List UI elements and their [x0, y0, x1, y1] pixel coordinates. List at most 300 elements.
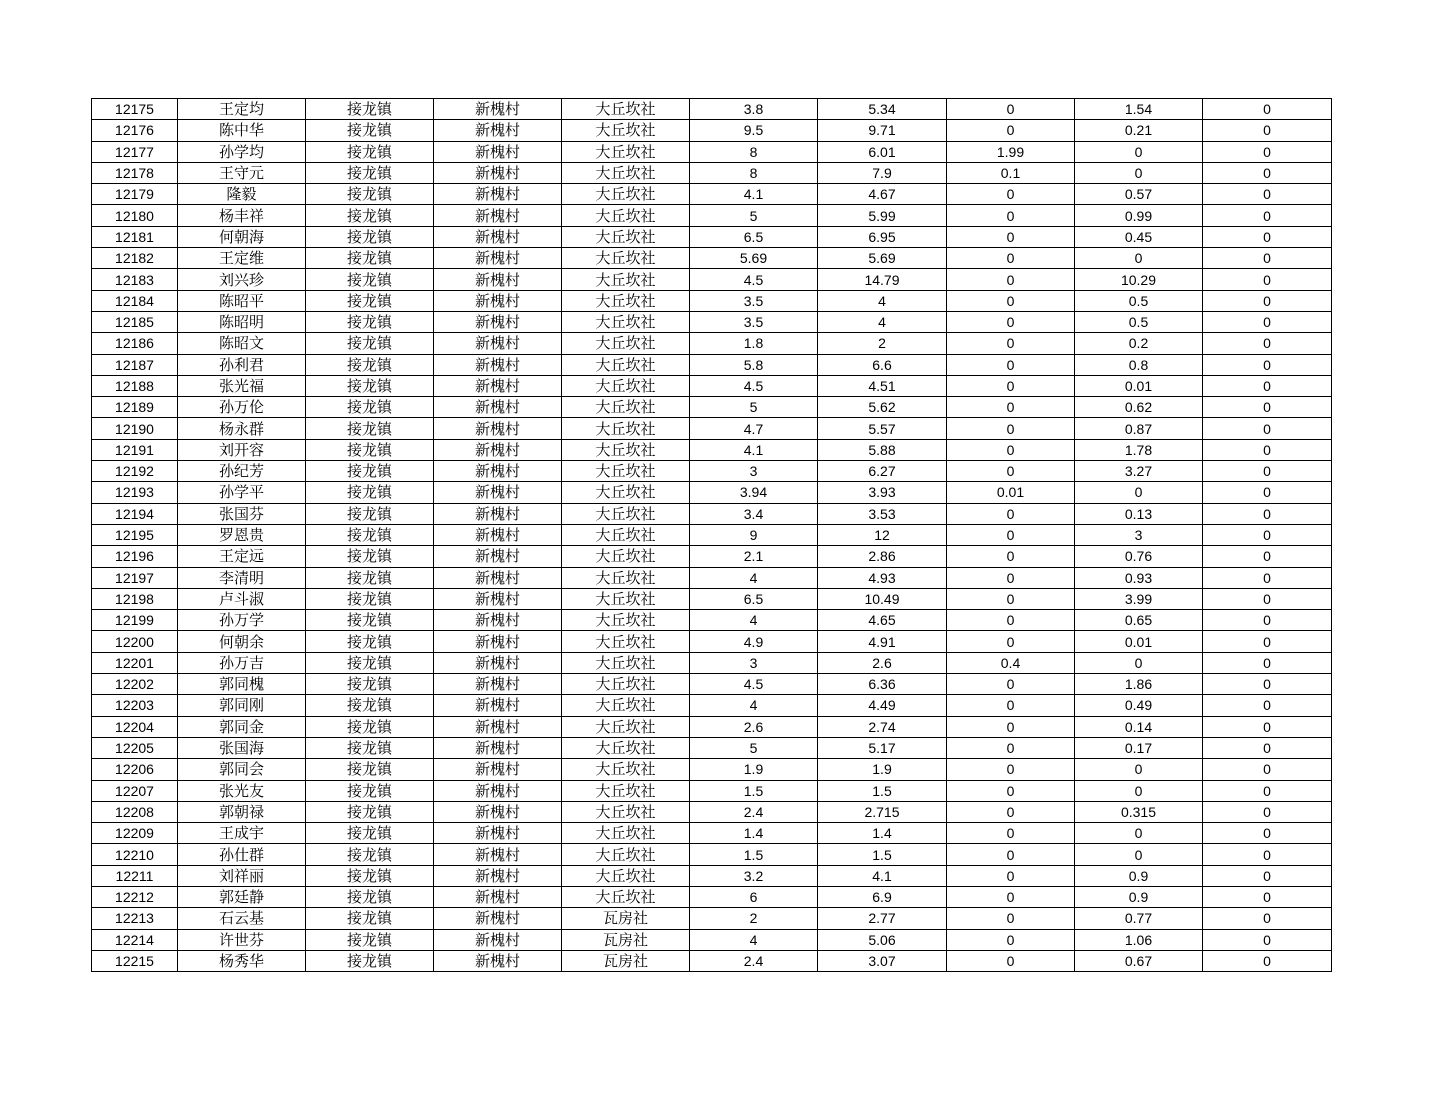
cell-value-4: 0.315 — [1075, 801, 1203, 822]
table-row — [92, 674, 1332, 695]
cell-town: 接龙镇 — [306, 674, 434, 695]
cell-town: 接龙镇 — [306, 99, 434, 120]
cell-town: 接龙镇 — [306, 865, 434, 886]
cell-group: 大丘坎社 — [562, 418, 690, 439]
cell-value-5: 0 — [1203, 567, 1332, 588]
cell-value-2: 4.49 — [818, 695, 947, 716]
cell-village: 新槐村 — [434, 503, 562, 524]
cell-value-5: 0 — [1203, 248, 1332, 269]
cell-value-4: 0.01 — [1075, 631, 1203, 652]
cell-value-5: 0 — [1203, 375, 1332, 396]
cell-village: 新槐村 — [434, 184, 562, 205]
cell-value-1: 5.69 — [690, 248, 818, 269]
table-row — [92, 311, 1332, 332]
cell-id: 12211 — [92, 865, 178, 886]
cell-id: 12183 — [92, 269, 178, 290]
cell-group: 大丘坎社 — [562, 759, 690, 780]
cell-village: 新槐村 — [434, 99, 562, 120]
cell-value-2: 4.51 — [818, 375, 947, 396]
cell-value-3: 0 — [947, 886, 1075, 907]
cell-value-2: 4 — [818, 311, 947, 332]
cell-name: 许世芬 — [178, 929, 306, 950]
cell-town: 接龙镇 — [306, 610, 434, 631]
cell-id: 12200 — [92, 631, 178, 652]
cell-value-1: 4.5 — [690, 674, 818, 695]
cell-value-3: 0 — [947, 737, 1075, 758]
cell-village: 新槐村 — [434, 631, 562, 652]
cell-value-3: 0 — [947, 695, 1075, 716]
cell-value-2: 5.06 — [818, 929, 947, 950]
cell-value-4: 0 — [1075, 780, 1203, 801]
cell-village: 新槐村 — [434, 844, 562, 865]
cell-name: 陈昭平 — [178, 290, 306, 311]
cell-town: 接龙镇 — [306, 524, 434, 545]
cell-value-2: 2.74 — [818, 716, 947, 737]
cell-group: 大丘坎社 — [562, 184, 690, 205]
cell-value-1: 3.5 — [690, 290, 818, 311]
cell-village: 新槐村 — [434, 759, 562, 780]
cell-value-5: 0 — [1203, 908, 1332, 929]
table-row — [92, 737, 1332, 758]
cell-id: 12207 — [92, 780, 178, 801]
cell-name: 孙仕群 — [178, 844, 306, 865]
cell-name: 罗恩贵 — [178, 524, 306, 545]
cell-value-3: 0 — [947, 397, 1075, 418]
cell-village: 新槐村 — [434, 418, 562, 439]
cell-value-1: 8 — [690, 141, 818, 162]
cell-group: 大丘坎社 — [562, 226, 690, 247]
cell-value-4: 0.01 — [1075, 375, 1203, 396]
data-table — [91, 98, 1332, 972]
cell-group: 大丘坎社 — [562, 716, 690, 737]
cell-value-3: 0 — [947, 311, 1075, 332]
cell-value-2: 5.88 — [818, 439, 947, 460]
cell-value-4: 0.77 — [1075, 908, 1203, 929]
cell-name: 陈昭文 — [178, 333, 306, 354]
cell-id: 12213 — [92, 908, 178, 929]
cell-name: 何朝海 — [178, 226, 306, 247]
cell-town: 接龙镇 — [306, 482, 434, 503]
cell-value-4: 0 — [1075, 823, 1203, 844]
cell-value-5: 0 — [1203, 311, 1332, 332]
cell-value-2: 5.34 — [818, 99, 947, 120]
cell-village: 新槐村 — [434, 823, 562, 844]
cell-village: 新槐村 — [434, 439, 562, 460]
cell-value-4: 10.29 — [1075, 269, 1203, 290]
cell-name: 孙学均 — [178, 141, 306, 162]
cell-value-1: 8 — [690, 162, 818, 183]
cell-value-5: 0 — [1203, 844, 1332, 865]
cell-name: 郭同刚 — [178, 695, 306, 716]
cell-group: 大丘坎社 — [562, 375, 690, 396]
cell-village: 新槐村 — [434, 588, 562, 609]
cell-group: 大丘坎社 — [562, 141, 690, 162]
cell-value-1: 2.6 — [690, 716, 818, 737]
cell-group: 大丘坎社 — [562, 397, 690, 418]
table-row — [92, 801, 1332, 822]
cell-value-4: 0 — [1075, 162, 1203, 183]
cell-id: 12197 — [92, 567, 178, 588]
cell-town: 接龙镇 — [306, 716, 434, 737]
cell-town: 接龙镇 — [306, 950, 434, 971]
table-row — [92, 354, 1332, 375]
cell-name: 郭同金 — [178, 716, 306, 737]
cell-value-2: 1.5 — [818, 780, 947, 801]
cell-name: 刘兴珍 — [178, 269, 306, 290]
table-row — [92, 248, 1332, 269]
cell-value-2: 5.69 — [818, 248, 947, 269]
cell-group: 大丘坎社 — [562, 631, 690, 652]
cell-value-5: 0 — [1203, 929, 1332, 950]
table-row — [92, 375, 1332, 396]
cell-value-3: 0 — [947, 184, 1075, 205]
cell-name: 李清明 — [178, 567, 306, 588]
cell-value-4: 0.99 — [1075, 205, 1203, 226]
table-row — [92, 120, 1332, 141]
cell-value-1: 4.9 — [690, 631, 818, 652]
cell-id: 12205 — [92, 737, 178, 758]
cell-group: 大丘坎社 — [562, 503, 690, 524]
table-row — [92, 333, 1332, 354]
cell-value-1: 3 — [690, 461, 818, 482]
cell-value-2: 4.1 — [818, 865, 947, 886]
cell-name: 孙万学 — [178, 610, 306, 631]
cell-value-5: 0 — [1203, 546, 1332, 567]
cell-value-3: 0 — [947, 674, 1075, 695]
table-row — [92, 886, 1332, 907]
cell-value-4: 0.9 — [1075, 886, 1203, 907]
cell-name: 王定均 — [178, 99, 306, 120]
cell-id: 12187 — [92, 354, 178, 375]
cell-group: 大丘坎社 — [562, 205, 690, 226]
cell-village: 新槐村 — [434, 950, 562, 971]
cell-value-4: 1.06 — [1075, 929, 1203, 950]
cell-value-2: 6.9 — [818, 886, 947, 907]
cell-id: 12177 — [92, 141, 178, 162]
cell-value-5: 0 — [1203, 652, 1332, 673]
cell-value-4: 0 — [1075, 759, 1203, 780]
cell-value-1: 4.5 — [690, 269, 818, 290]
cell-town: 接龙镇 — [306, 780, 434, 801]
cell-value-3: 0 — [947, 716, 1075, 737]
cell-group: 大丘坎社 — [562, 567, 690, 588]
cell-value-3: 0 — [947, 908, 1075, 929]
cell-group: 大丘坎社 — [562, 546, 690, 567]
cell-town: 接龙镇 — [306, 695, 434, 716]
cell-value-2: 2 — [818, 333, 947, 354]
cell-group: 大丘坎社 — [562, 652, 690, 673]
cell-value-5: 0 — [1203, 162, 1332, 183]
cell-value-3: 0 — [947, 759, 1075, 780]
cell-value-5: 0 — [1203, 524, 1332, 545]
table-row — [92, 950, 1332, 971]
cell-value-3: 0 — [947, 950, 1075, 971]
cell-town: 接龙镇 — [306, 631, 434, 652]
cell-value-2: 2.715 — [818, 801, 947, 822]
cell-value-4: 3.27 — [1075, 461, 1203, 482]
cell-id: 12212 — [92, 886, 178, 907]
cell-value-3: 0 — [947, 120, 1075, 141]
cell-value-1: 6.5 — [690, 588, 818, 609]
cell-village: 新槐村 — [434, 610, 562, 631]
cell-value-2: 1.9 — [818, 759, 947, 780]
cell-value-5: 0 — [1203, 801, 1332, 822]
table-row — [92, 716, 1332, 737]
cell-value-1: 1.9 — [690, 759, 818, 780]
cell-id: 12196 — [92, 546, 178, 567]
table-row — [92, 99, 1332, 120]
cell-value-3: 0 — [947, 546, 1075, 567]
cell-value-3: 0 — [947, 865, 1075, 886]
cell-value-3: 0.01 — [947, 482, 1075, 503]
cell-group: 瓦房社 — [562, 950, 690, 971]
cell-group: 大丘坎社 — [562, 162, 690, 183]
cell-village: 新槐村 — [434, 695, 562, 716]
cell-value-3: 0 — [947, 780, 1075, 801]
cell-value-5: 0 — [1203, 290, 1332, 311]
cell-value-3: 0 — [947, 418, 1075, 439]
cell-group: 大丘坎社 — [562, 865, 690, 886]
cell-town: 接龙镇 — [306, 908, 434, 929]
cell-value-5: 0 — [1203, 780, 1332, 801]
table-row — [92, 184, 1332, 205]
cell-group: 大丘坎社 — [562, 290, 690, 311]
cell-value-1: 1.4 — [690, 823, 818, 844]
cell-village: 新槐村 — [434, 652, 562, 673]
cell-name: 杨丰祥 — [178, 205, 306, 226]
cell-town: 接龙镇 — [306, 269, 434, 290]
cell-village: 新槐村 — [434, 567, 562, 588]
cell-value-5: 0 — [1203, 269, 1332, 290]
cell-group: 大丘坎社 — [562, 248, 690, 269]
cell-value-5: 0 — [1203, 674, 1332, 695]
cell-value-2: 1.5 — [818, 844, 947, 865]
cell-village: 新槐村 — [434, 780, 562, 801]
cell-town: 接龙镇 — [306, 929, 434, 950]
cell-id: 12204 — [92, 716, 178, 737]
cell-group: 大丘坎社 — [562, 311, 690, 332]
cell-name: 王守元 — [178, 162, 306, 183]
cell-group: 大丘坎社 — [562, 461, 690, 482]
cell-value-5: 0 — [1203, 99, 1332, 120]
cell-value-3: 0 — [947, 631, 1075, 652]
cell-town: 接龙镇 — [306, 418, 434, 439]
cell-id: 12208 — [92, 801, 178, 822]
cell-value-4: 0.2 — [1075, 333, 1203, 354]
cell-value-5: 0 — [1203, 397, 1332, 418]
cell-group: 大丘坎社 — [562, 333, 690, 354]
cell-town: 接龙镇 — [306, 737, 434, 758]
table-row — [92, 141, 1332, 162]
cell-value-3: 0 — [947, 610, 1075, 631]
cell-value-2: 5.62 — [818, 397, 947, 418]
cell-value-4: 0.76 — [1075, 546, 1203, 567]
cell-value-5: 0 — [1203, 482, 1332, 503]
cell-group: 大丘坎社 — [562, 120, 690, 141]
cell-town: 接龙镇 — [306, 311, 434, 332]
cell-value-4: 0.45 — [1075, 226, 1203, 247]
cell-value-4: 0.49 — [1075, 695, 1203, 716]
cell-town: 接龙镇 — [306, 759, 434, 780]
table-row — [92, 610, 1332, 631]
cell-village: 新槐村 — [434, 205, 562, 226]
cell-value-5: 0 — [1203, 588, 1332, 609]
cell-value-4: 0.65 — [1075, 610, 1203, 631]
cell-value-1: 3 — [690, 652, 818, 673]
cell-id: 12178 — [92, 162, 178, 183]
cell-group: 大丘坎社 — [562, 823, 690, 844]
cell-value-3: 0 — [947, 801, 1075, 822]
cell-village: 新槐村 — [434, 120, 562, 141]
table-row — [92, 503, 1332, 524]
table-row — [92, 226, 1332, 247]
cell-value-4: 0 — [1075, 844, 1203, 865]
cell-village: 新槐村 — [434, 248, 562, 269]
cell-name: 王定维 — [178, 248, 306, 269]
cell-village: 新槐村 — [434, 162, 562, 183]
cell-village: 新槐村 — [434, 716, 562, 737]
cell-name: 陈昭明 — [178, 311, 306, 332]
cell-value-3: 0 — [947, 269, 1075, 290]
table-body — [92, 99, 1332, 972]
cell-village: 新槐村 — [434, 482, 562, 503]
cell-value-5: 0 — [1203, 205, 1332, 226]
cell-value-1: 1.5 — [690, 844, 818, 865]
cell-value-1: 4 — [690, 610, 818, 631]
cell-id: 12184 — [92, 290, 178, 311]
cell-group: 大丘坎社 — [562, 588, 690, 609]
cell-value-1: 3.5 — [690, 311, 818, 332]
cell-value-5: 0 — [1203, 695, 1332, 716]
cell-name: 张光福 — [178, 375, 306, 396]
cell-town: 接龙镇 — [306, 886, 434, 907]
cell-value-1: 5.8 — [690, 354, 818, 375]
cell-value-2: 2.6 — [818, 652, 947, 673]
cell-value-4: 0.67 — [1075, 950, 1203, 971]
cell-value-2: 6.6 — [818, 354, 947, 375]
cell-group: 大丘坎社 — [562, 482, 690, 503]
cell-value-2: 6.95 — [818, 226, 947, 247]
cell-village: 新槐村 — [434, 865, 562, 886]
cell-value-2: 4.67 — [818, 184, 947, 205]
cell-value-2: 3.93 — [818, 482, 947, 503]
cell-group: 大丘坎社 — [562, 737, 690, 758]
cell-id: 12189 — [92, 397, 178, 418]
cell-value-2: 1.4 — [818, 823, 947, 844]
cell-name: 张光友 — [178, 780, 306, 801]
table-row — [92, 461, 1332, 482]
cell-value-5: 0 — [1203, 610, 1332, 631]
cell-value-5: 0 — [1203, 886, 1332, 907]
cell-town: 接龙镇 — [306, 120, 434, 141]
cell-town: 接龙镇 — [306, 184, 434, 205]
cell-group: 大丘坎社 — [562, 269, 690, 290]
cell-value-1: 4.5 — [690, 375, 818, 396]
cell-value-3: 0 — [947, 354, 1075, 375]
cell-id: 12191 — [92, 439, 178, 460]
table-row — [92, 162, 1332, 183]
cell-value-3: 0 — [947, 248, 1075, 269]
cell-name: 王定远 — [178, 546, 306, 567]
cell-village: 新槐村 — [434, 461, 562, 482]
cell-value-2: 2.86 — [818, 546, 947, 567]
cell-group: 大丘坎社 — [562, 439, 690, 460]
cell-id: 12175 — [92, 99, 178, 120]
cell-value-3: 0 — [947, 333, 1075, 354]
cell-value-4: 0.14 — [1075, 716, 1203, 737]
cell-village: 新槐村 — [434, 375, 562, 396]
cell-town: 接龙镇 — [306, 503, 434, 524]
cell-value-1: 3.94 — [690, 482, 818, 503]
cell-town: 接龙镇 — [306, 205, 434, 226]
cell-group: 大丘坎社 — [562, 780, 690, 801]
cell-town: 接龙镇 — [306, 546, 434, 567]
cell-value-1: 3.2 — [690, 865, 818, 886]
cell-name: 张国海 — [178, 737, 306, 758]
cell-value-4: 1.54 — [1075, 99, 1203, 120]
cell-value-5: 0 — [1203, 759, 1332, 780]
cell-value-1: 4.7 — [690, 418, 818, 439]
cell-name: 杨秀华 — [178, 950, 306, 971]
cell-value-1: 2.1 — [690, 546, 818, 567]
cell-value-2: 4.65 — [818, 610, 947, 631]
cell-group: 大丘坎社 — [562, 99, 690, 120]
cell-value-3: 0 — [947, 929, 1075, 950]
cell-town: 接龙镇 — [306, 354, 434, 375]
cell-town: 接龙镇 — [306, 844, 434, 865]
cell-value-1: 5 — [690, 737, 818, 758]
cell-id: 12176 — [92, 120, 178, 141]
cell-group: 大丘坎社 — [562, 524, 690, 545]
cell-value-4: 0.5 — [1075, 290, 1203, 311]
cell-town: 接龙镇 — [306, 290, 434, 311]
cell-value-4: 0.62 — [1075, 397, 1203, 418]
cell-value-3: 0 — [947, 99, 1075, 120]
cell-town: 接龙镇 — [306, 439, 434, 460]
cell-town: 接龙镇 — [306, 397, 434, 418]
cell-village: 新槐村 — [434, 546, 562, 567]
cell-name: 杨永群 — [178, 418, 306, 439]
cell-value-1: 4 — [690, 695, 818, 716]
table-row — [92, 439, 1332, 460]
cell-value-5: 0 — [1203, 950, 1332, 971]
cell-value-5: 0 — [1203, 141, 1332, 162]
cell-name: 卢斗淑 — [178, 588, 306, 609]
table-row — [92, 205, 1332, 226]
cell-value-2: 3.53 — [818, 503, 947, 524]
table-row — [92, 418, 1332, 439]
cell-village: 新槐村 — [434, 524, 562, 545]
cell-id: 12179 — [92, 184, 178, 205]
cell-name: 何朝余 — [178, 631, 306, 652]
cell-value-3: 0 — [947, 226, 1075, 247]
table-row — [92, 631, 1332, 652]
cell-value-3: 0 — [947, 439, 1075, 460]
cell-village: 新槐村 — [434, 354, 562, 375]
cell-value-1: 5 — [690, 205, 818, 226]
cell-value-5: 0 — [1203, 439, 1332, 460]
cell-town: 接龙镇 — [306, 801, 434, 822]
cell-village: 新槐村 — [434, 226, 562, 247]
cell-value-2: 12 — [818, 524, 947, 545]
cell-value-4: 0 — [1075, 141, 1203, 162]
cell-value-1: 4 — [690, 567, 818, 588]
table-row — [92, 567, 1332, 588]
cell-id: 12192 — [92, 461, 178, 482]
cell-value-2: 14.79 — [818, 269, 947, 290]
cell-value-1: 1.5 — [690, 780, 818, 801]
cell-value-2: 5.57 — [818, 418, 947, 439]
